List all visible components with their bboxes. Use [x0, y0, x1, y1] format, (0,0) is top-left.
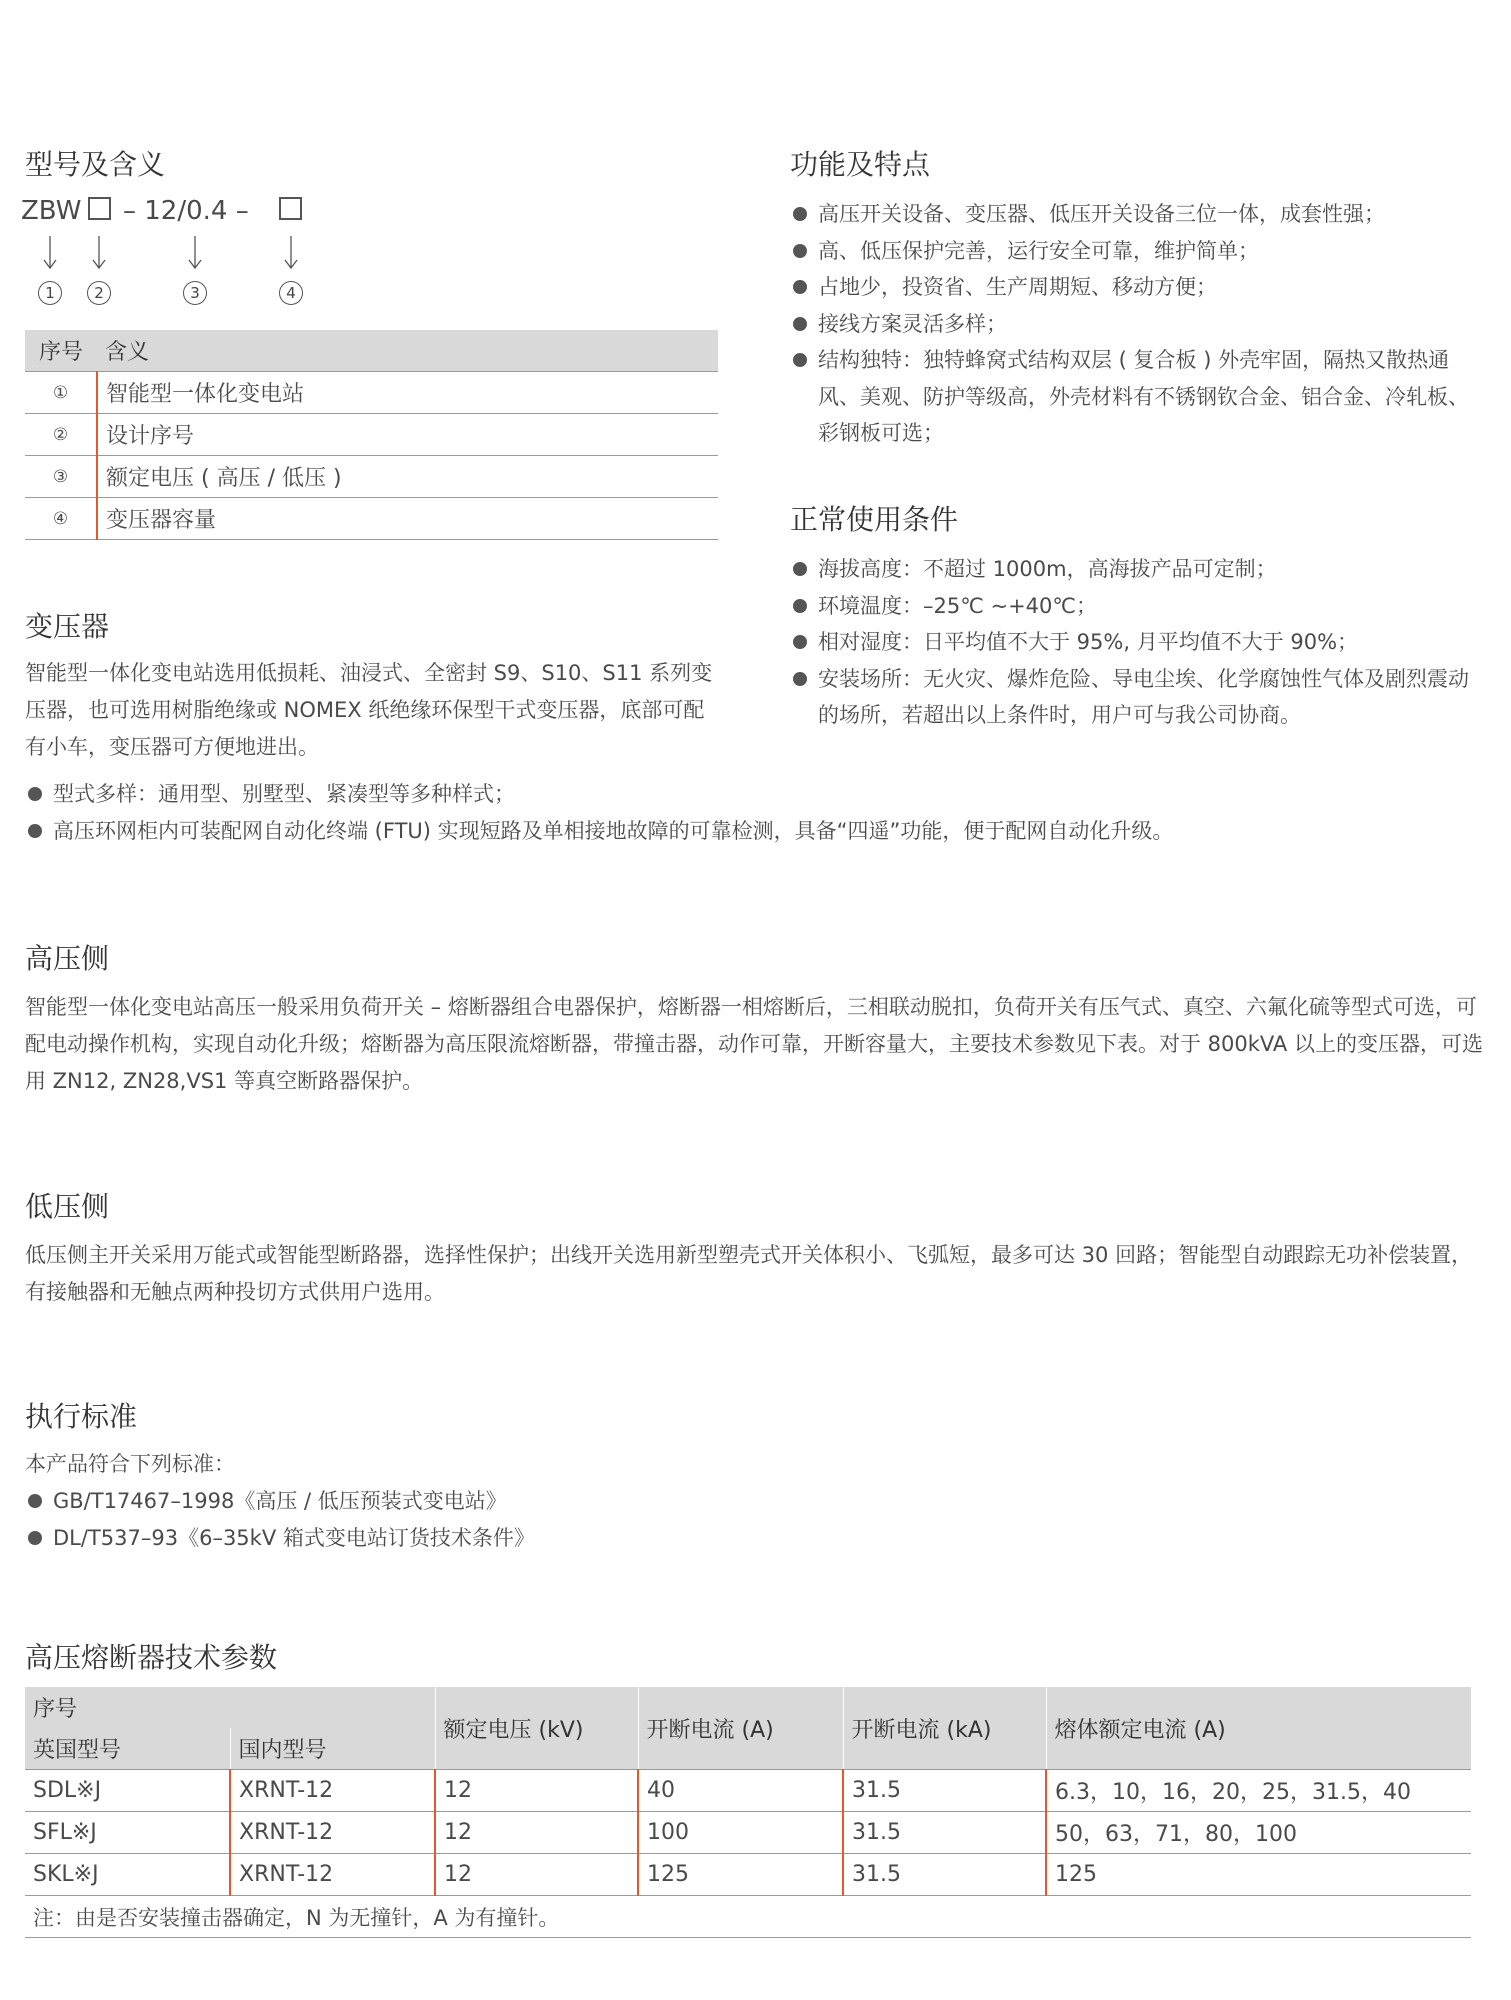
standards-heading: 执行标准 — [25, 1400, 138, 1433]
row-seq: ② — [25, 414, 97, 456]
arrow-down-icon — [92, 236, 106, 270]
low-voltage-heading: 低压侧 — [25, 1190, 110, 1223]
list-item: 安装场所：无火灾、爆炸危险、导电尘埃、化学腐蚀性气体及剧烈震动的场所，若超出以上条件时，用户可与我公司协商。 — [790, 661, 1485, 734]
transformer-heading: 变压器 — [25, 610, 110, 643]
arrow-down-icon — [43, 236, 57, 270]
conditions-heading: 正常使用条件 — [790, 503, 959, 536]
header-seq: 序号 — [25, 1687, 435, 1728]
cell-rated-current: 6.3，10，16，20，25，31.5，40 — [1046, 1770, 1471, 1812]
model-box-4 — [279, 196, 302, 226]
list-item: DL/T537–93《6–35kV 箱式变电站订货技术条件》 — [25, 1520, 925, 1557]
conditions-bullets — [790, 551, 1485, 734]
cell-current-a: 40 — [638, 1770, 843, 1812]
list-item: 占地少，投资省、生产周期短、移动方便； — [790, 269, 1485, 306]
cell-voltage: 12 — [435, 1854, 638, 1896]
high-voltage-paragraph: 智能型一体化变电站高压一般采用负荷开关 – 熔断器组合电器保护，熔断器一相熔断后，三相联动脱扣，负荷开关有压气式、真空、六氟化硫等型式可选，可配电动操作机构，实现自动化升级；熔断器为高压限流熔断器，带撞击器，动作可靠，开断容量大，主要技术参数见下表。对于 800kVA 以上的变压器，可选用 ZN12, ZN28,VS1 等真空断路器保护。 — [25, 995, 1483, 1093]
list-item: 接线方案灵活多样； — [790, 306, 1485, 343]
row-meaning: 智能型一体化变电站 — [97, 372, 718, 414]
fuse-parameter-table — [25, 1687, 1471, 1938]
transformer-bullets — [25, 776, 1485, 849]
marker-4: 4 — [279, 281, 303, 305]
list-item: 相对湿度：日平均值不大于 95%, 月平均值不大于 90%； — [790, 624, 1485, 661]
model-heading: 型号及含义 — [25, 148, 166, 181]
header-cn-model: 国内型号 — [230, 1728, 435, 1770]
list-item: 结构独特：独特蜂窝式结构双层 ( 复合板 ) 外壳牢固，隔热又散热通风、美观、防护等级高，外壳材料有不锈钢钦合金、铝合金、冷轧板、彩钢板可选； — [790, 342, 1485, 452]
cell-current-ka: 31.5 — [843, 1854, 1046, 1896]
cell-voltage: 12 — [435, 1812, 638, 1854]
row-meaning: 额定电压 ( 高压 / 低压 ) — [97, 456, 718, 498]
cell-current-a: 125 — [638, 1854, 843, 1896]
header-voltage: 额定电压 (kV) — [435, 1687, 638, 1770]
list-item: GB/T17467–1998《高压 / 低压预装式变电站》 — [25, 1483, 925, 1520]
header-seq: 序号 — [25, 330, 97, 372]
marker-1: 1 — [38, 281, 62, 305]
table-row — [25, 414, 718, 456]
cell-current-ka: 31.5 — [843, 1812, 1046, 1854]
list-item: 高、低压保护完善，运行安全可靠，维护简单； — [790, 233, 1485, 270]
row-meaning: 设计序号 — [97, 414, 718, 456]
table-row — [25, 1770, 1471, 1812]
list-item: 高压开关设备、变压器、低压开关设备三位一体，成套性强； — [790, 196, 1485, 233]
table-row — [25, 1854, 1471, 1896]
arrow-down-icon — [188, 236, 202, 270]
header-current-ka: 开断电流 (kA) — [843, 1687, 1046, 1770]
cell-current-ka: 31.5 — [843, 1770, 1046, 1812]
cell-voltage: 12 — [435, 1770, 638, 1812]
model-middle: – 12/0.4 – — [123, 196, 249, 226]
row-seq: ③ — [25, 456, 97, 498]
list-item: 型式多样：通用型、别墅型、紧凑型等多种样式； — [25, 776, 1485, 813]
standards-list — [25, 1483, 925, 1556]
low-voltage-paragraph: 低压侧主开关采用万能式或智能型断路器，选择性保护；出线开关选用新型塑壳式开关体积小、飞弧短，最多可达 30 回路；智能型自动跟踪无功补偿装置，有接触器和无触点两种投切方式供用户选用。 — [25, 1243, 1473, 1304]
model-prefix: ZBW — [21, 196, 82, 226]
features-heading: 功能及特点 — [790, 148, 931, 181]
features-bullets — [790, 196, 1485, 452]
cell-cn-model: XRNT-12 — [230, 1854, 435, 1896]
header-meaning: 含义 — [97, 330, 718, 372]
model-meaning-table — [25, 330, 718, 540]
list-item: 环境温度：–25℃ ~+40℃； — [790, 588, 1485, 625]
table-note-row — [25, 1896, 1471, 1938]
list-item: 高压环网柜内可装配网自动化终端 (FTU) 实现短路及单相接地故障的可靠检测，具备“四遥”功能，便于配网自动化升级。 — [25, 813, 1485, 850]
standards-intro: 本产品符合下列标准： — [25, 1452, 235, 1476]
header-rated-current: 熔体额定电流 (A) — [1046, 1687, 1471, 1770]
row-meaning: 变压器容量 — [97, 498, 718, 540]
table-note: 注：由是否安装撞击器确定，N 为无撞针，A 为有撞针。 — [25, 1896, 1471, 1938]
list-item: 海拔高度：不超过 1000m，高海拔产品可定制； — [790, 551, 1485, 588]
table-row — [25, 498, 718, 540]
header-uk-model: 英国型号 — [25, 1728, 230, 1770]
table-header-row — [25, 330, 718, 372]
table-header-row — [25, 1687, 1471, 1728]
table-row — [25, 456, 718, 498]
cell-rated-current: 125 — [1046, 1854, 1471, 1896]
table-row — [25, 1812, 1471, 1854]
model-box-2 — [88, 196, 111, 226]
header-current-a: 开断电流 (A) — [638, 1687, 843, 1770]
table-row — [25, 372, 718, 414]
cell-uk-model: SKL※J — [25, 1854, 230, 1896]
row-seq: ① — [25, 372, 97, 414]
marker-3: 3 — [183, 281, 207, 305]
cell-cn-model: XRNT-12 — [230, 1770, 435, 1812]
cell-uk-model: SFL※J — [25, 1812, 230, 1854]
marker-2: 2 — [87, 281, 111, 305]
row-seq: ④ — [25, 498, 97, 540]
cell-current-a: 100 — [638, 1812, 843, 1854]
cell-rated-current: 50，63，71，80，100 — [1046, 1812, 1471, 1854]
cell-cn-model: XRNT-12 — [230, 1812, 435, 1854]
fuse-heading: 高压熔断器技术参数 — [25, 1641, 278, 1674]
model-code — [21, 196, 341, 316]
transformer-paragraph: 智能型一体化变电站选用低损耗、油浸式、全密封 S9、S10、S11 系列变压器，也可选用树脂绝缘或 NOMEX 纸绝缘环保型干式变压器，底部可配有小车，变压器可方便地进出。 — [25, 661, 713, 759]
cell-uk-model: SDL※J — [25, 1770, 230, 1812]
high-voltage-heading: 高压侧 — [25, 942, 110, 975]
arrow-down-icon — [284, 236, 298, 270]
